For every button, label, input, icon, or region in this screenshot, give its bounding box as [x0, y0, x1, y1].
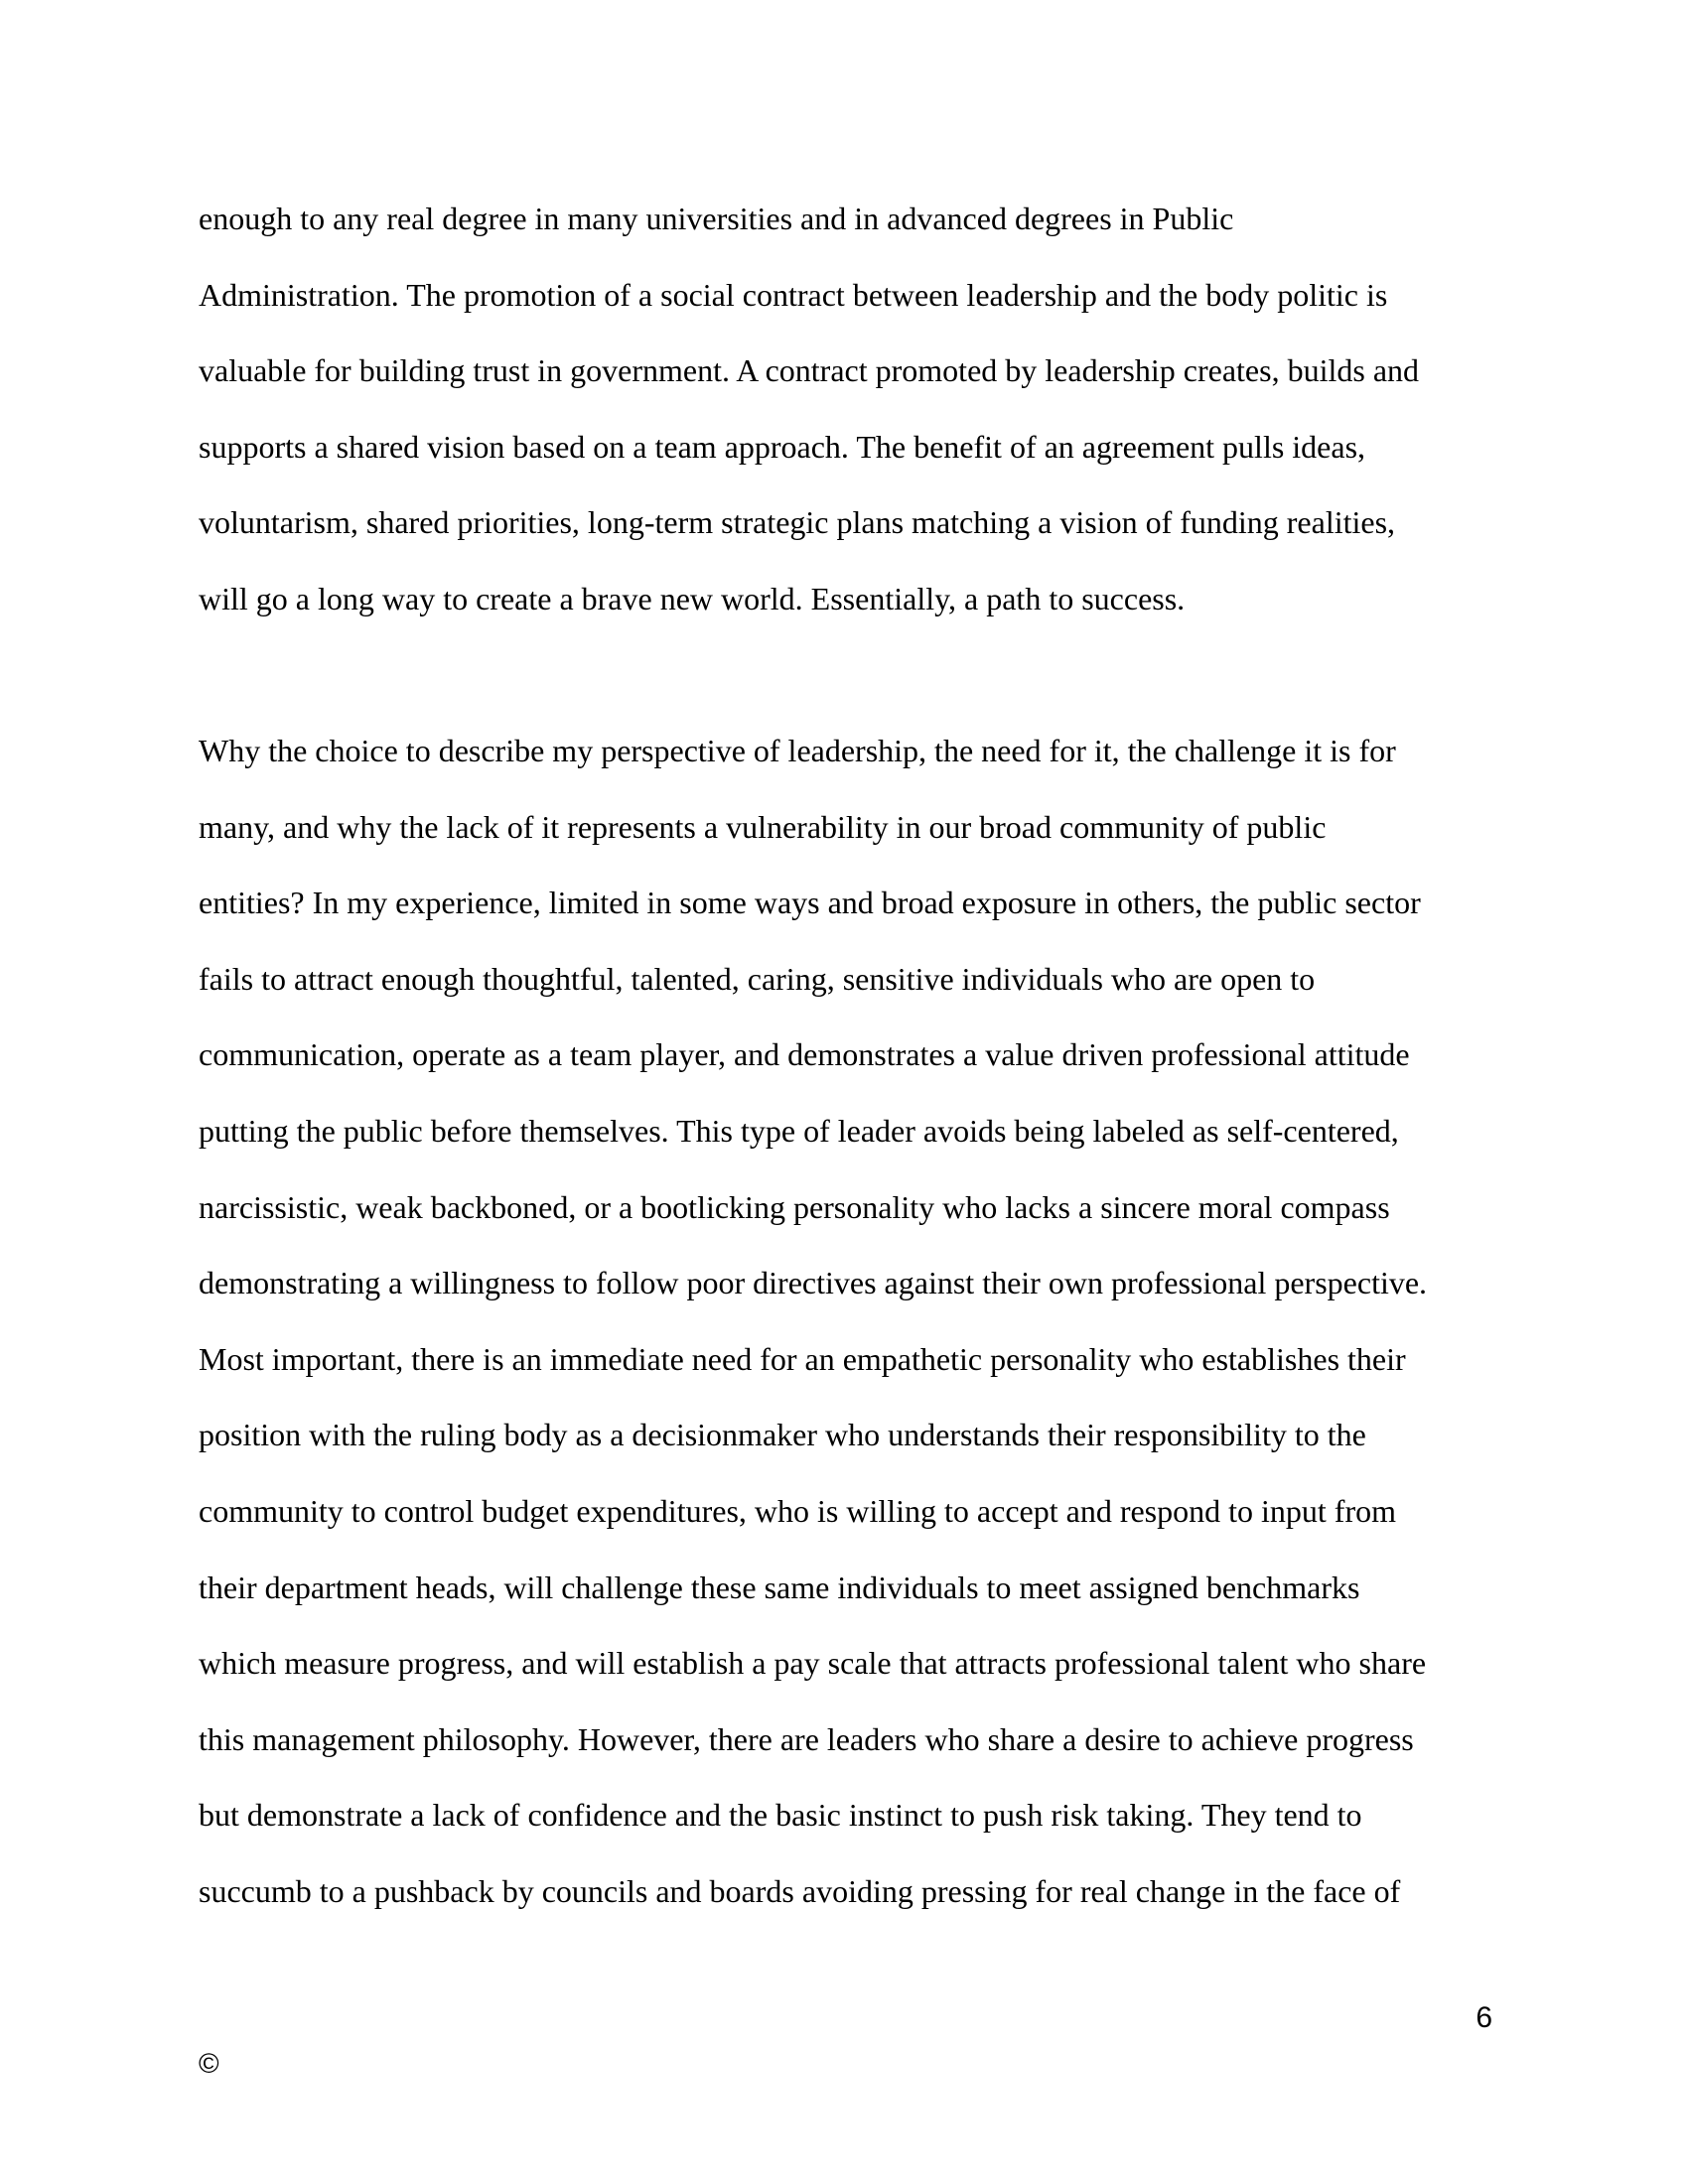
paragraph-line: Most important, there is an immediate need for an empathetic personality who establishes their — [199, 1340, 1406, 1377]
paragraph-line: valuable for building trust in government. A contract promoted by leadership creates, builds and — [199, 352, 1420, 389]
paragraph-line: narcissistic, weak backboned, or a bootlicking personality who lacks a sincere moral compass — [199, 1188, 1390, 1225]
paragraph-line: will go a long way to create a brave new world. Essentially, a path to success. — [199, 580, 1186, 616]
paragraph-2 — [199, 713, 1509, 1930]
paragraph-line: fails to attract enough thoughtful, talented, caring, sensitive individuals who are open to — [199, 960, 1316, 997]
paragraph-line: communication, operate as a team player, and demonstrates a value driven professional attitude — [199, 1036, 1410, 1073]
paragraph-line: this management philosophy. However, there are leaders who share a desire to achieve progress — [199, 1720, 1414, 1757]
paragraph-line: succumb to a pushback by councils and boards avoiding pressing for real change in the face of — [199, 1872, 1401, 1909]
paragraph-line: enough to any real degree in many universities and in advanced degrees in Public — [199, 201, 1234, 236]
paragraph-line: community to control budget expenditures, who is willing to accept and respond to input from — [199, 1492, 1396, 1529]
paragraph-line: position with the ruling body as a decisionmaker who understands their responsibility to the — [199, 1417, 1366, 1453]
paragraph-1 — [199, 181, 1509, 637]
paragraph-line: which measure progress, and will establish a pay scale that attracts professional talent who share — [199, 1645, 1427, 1682]
paragraph-line: Administration. The promotion of a social contract between leadership and the body politic is — [199, 276, 1388, 313]
paragraph-line: Why the choice to describe my perspective of leadership, the need for it, the challenge it is for — [199, 733, 1396, 768]
paragraph-line: their department heads, will challenge these same individuals to meet assigned benchmarks — [199, 1569, 1360, 1605]
copyright-symbol: © — [199, 2048, 219, 2079]
paragraph-line: putting the public before themselves. This type of leader avoids being labeled as self-centered, — [199, 1112, 1399, 1149]
paragraph-line: demonstrating a willingness to follow poor directives against their own professional perspective. — [199, 1265, 1428, 1301]
paragraph-line: many, and why the lack of it represents a vulnerability in our broad community of public — [199, 808, 1327, 845]
paragraph-line: supports a shared vision based on a team approach. The benefit of an agreement pulls ideas, — [199, 428, 1366, 465]
paragraph-line: voluntarism, shared priorities, long-term strategic plans matching a vision of funding realities, — [199, 504, 1396, 541]
paragraph-line: entities? In my experience, limited in some ways and broad exposure in others, the public sector — [199, 885, 1421, 921]
paragraph-line: but demonstrate a lack of confidence and the basic instinct to push risk taking. They tend to — [199, 1797, 1362, 1834]
page-number: 6 — [1476, 2001, 1492, 2034]
